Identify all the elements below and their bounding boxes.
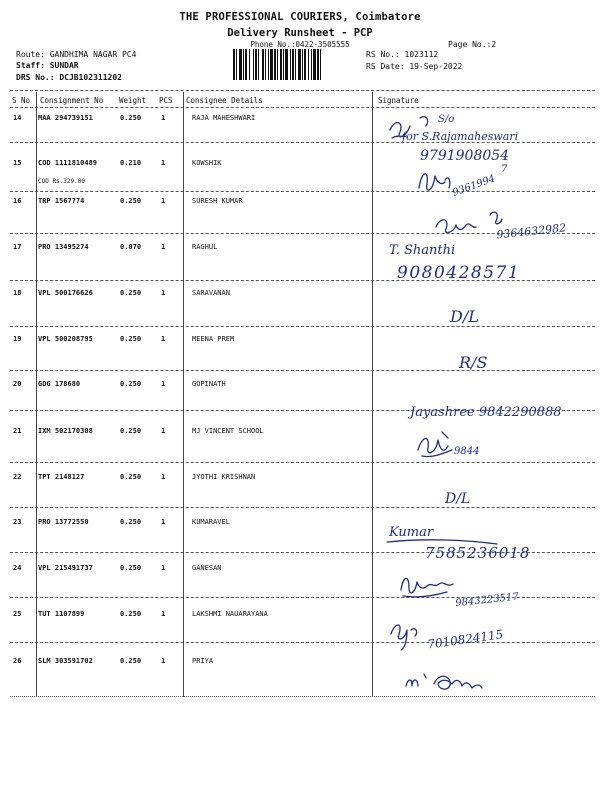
- barcode-bar: [304, 49, 306, 80]
- row-weight: 0.070: [120, 243, 142, 251]
- row-pcs: 1: [161, 610, 166, 618]
- barcode-bar: [277, 49, 278, 80]
- staff-label: Staff: SUNDAR: [16, 61, 79, 70]
- signature-row-23: [385, 518, 585, 570]
- barcode-bar: [313, 49, 316, 80]
- row-consignment-no: VPL 500208795: [38, 335, 93, 343]
- barcode-bar: [239, 49, 242, 80]
- row-pcs: 1: [161, 473, 166, 481]
- sig-phone-text: 7585236018: [425, 544, 531, 562]
- sig-extra-text: 7: [501, 164, 508, 175]
- row-consignee: LAKSHMI NAUARAYANA: [192, 610, 268, 618]
- row-consignee: PRIYA: [192, 657, 214, 665]
- barcode-bar: [245, 49, 247, 80]
- barcode-bar: [233, 49, 235, 80]
- barcode-bar: [292, 49, 294, 80]
- row-pcs: 1: [161, 114, 166, 122]
- barcode-bar: [298, 49, 301, 80]
- row-consignment-no: TPT 2148127: [38, 473, 85, 481]
- row-pcs: 1: [161, 159, 166, 167]
- signature-row-21: [412, 424, 532, 468]
- signature-row-22: [441, 483, 501, 517]
- barcode-bar: [317, 49, 319, 80]
- row-consignment-no: GDG 178680: [38, 380, 81, 388]
- sig-phone-text: 7010824115: [426, 627, 505, 652]
- drs-number: DRS No.: DCJB102311202: [16, 73, 122, 82]
- row-pcs: 1: [161, 243, 166, 251]
- sig-phone-text: 9080428571: [397, 263, 521, 283]
- signature-row-26: [400, 664, 530, 698]
- col-header-consignee: Consignee Details: [186, 96, 263, 105]
- route-label: Route: GANDHIMA NAGAR PC4: [16, 50, 137, 59]
- row-consignment-no: VPL 215491737: [38, 564, 93, 572]
- col-header-sno: S No: [12, 96, 31, 105]
- sig-for-text: for S.Rajamaheswari: [402, 130, 519, 143]
- row-sno: 22: [13, 473, 22, 481]
- row-sno: 16: [13, 197, 22, 205]
- company-title: THE PROFESSIONAL COURIERS, Coimbatore: [179, 11, 421, 23]
- sig-phone-text: 9844: [454, 446, 480, 457]
- row-sno: 14: [13, 114, 22, 122]
- col-divider: [36, 92, 37, 697]
- row-consignment-no: VPL 500176626: [38, 289, 93, 297]
- row-cod-note: COD Rs.329.00: [38, 178, 85, 185]
- row-sno: 19: [13, 335, 22, 343]
- row-consignment-no: PRO 13772550: [38, 518, 89, 526]
- row-consignment-no: MAA 294739151: [38, 114, 93, 122]
- col-header-pcs: PCS: [159, 96, 173, 105]
- barcode-bar: [311, 49, 312, 80]
- sig-phone-text: 9361994: [451, 173, 497, 199]
- row-pcs: 1: [161, 289, 166, 297]
- row-sno: 15: [13, 159, 22, 167]
- row-consignment-no: PRO 13495274: [38, 243, 89, 251]
- col-divider: [183, 92, 184, 697]
- row-pcs: 1: [161, 335, 166, 343]
- sig-phone-text: 9364632982: [495, 221, 567, 242]
- row-weight: 0.250: [120, 473, 142, 481]
- barcode-bar: [262, 49, 264, 80]
- row-consignment-no: COD 1111810489: [38, 159, 98, 167]
- row-sno: 26: [13, 657, 22, 665]
- row-consignment-no: SLM 303591702: [38, 657, 93, 665]
- sig-phone-text: 9843223517: [454, 591, 520, 610]
- row-pcs: 1: [161, 197, 166, 205]
- row-consignment-no: TUT 1107899: [38, 610, 85, 618]
- barcode-bar: [280, 49, 282, 80]
- row-weight: 0.210: [120, 159, 142, 167]
- barcode-bar: [236, 49, 237, 80]
- barcode-bar: [249, 49, 250, 80]
- row-sno: 25: [13, 610, 22, 618]
- row-weight: 0.250: [120, 197, 142, 205]
- rs-number: RS No.: 1023112: [366, 50, 439, 59]
- row-consignee: GOPINATH: [192, 380, 226, 388]
- row-separator: [10, 326, 595, 327]
- row-consignee: MEENA PREM: [192, 335, 235, 343]
- row-sno: 20: [13, 380, 22, 388]
- row-separator: [10, 507, 595, 508]
- page-number: Page No.:2: [448, 40, 497, 49]
- row-sno: 18: [13, 289, 22, 297]
- row-consignee: MJ VINCENT SCHOOL: [192, 427, 264, 435]
- row-consignee: SARAVANAN: [192, 289, 230, 297]
- col-header-weight: Weight: [119, 96, 147, 105]
- col-divider: [372, 92, 373, 697]
- barcode-bar: [243, 49, 244, 80]
- barcode-bar: [285, 49, 288, 80]
- barcode-bar: [320, 49, 321, 80]
- signature-row-25: [385, 612, 565, 661]
- barcode-bar: [283, 49, 284, 80]
- row-weight: 0.250: [120, 564, 142, 572]
- sig-dl-text: D/L: [450, 307, 479, 326]
- row-consignee: SURESH KUMAR: [192, 197, 243, 205]
- barcode-bar: [265, 49, 266, 80]
- signature-row-19: [455, 346, 515, 380]
- barcode-bar: [302, 49, 303, 80]
- col-header-signature: Signature: [378, 96, 419, 105]
- row-weight: 0.250: [120, 427, 142, 435]
- runsheet-subtitle: Delivery Runsheet - PCP: [227, 27, 373, 39]
- row-pcs: 1: [161, 657, 166, 665]
- row-pcs: 1: [161, 564, 166, 572]
- row-consignment-no: TRP 1567774: [38, 197, 85, 205]
- phone-number: Phone No.:0422-3505555: [250, 40, 350, 49]
- header-top-rule: [10, 90, 595, 91]
- barcode-bar: [270, 49, 273, 80]
- row-sno: 17: [13, 243, 22, 251]
- barcode-bar: [295, 49, 296, 80]
- row-consignee: KOWSHIK: [192, 159, 222, 167]
- row-weight: 0.250: [120, 518, 142, 526]
- row-pcs: 1: [161, 427, 166, 435]
- signature-row-15: [415, 160, 535, 204]
- barcode-bar: [255, 49, 257, 80]
- row-sno: 23: [13, 518, 22, 526]
- signature-row-18: [446, 300, 506, 334]
- row-consignee: RAJA MAHESHWARI: [192, 114, 256, 122]
- sig-rs-text: R/S: [459, 353, 488, 372]
- barcode-image: [232, 49, 354, 80]
- barcode-bar: [268, 49, 269, 80]
- row-sno: 24: [13, 564, 22, 572]
- sig-phone-text: 9791908054: [420, 148, 510, 164]
- signature-row-24: [395, 566, 575, 615]
- row-consignee: KUMARAVEL: [192, 518, 230, 526]
- row-weight: 0.250: [120, 657, 142, 665]
- row-consignee: RAGHUL: [192, 243, 218, 251]
- sig-name-text: T. Shanthi: [389, 243, 456, 258]
- sig-dl-text: D/L: [445, 491, 471, 507]
- row-weight: 0.250: [120, 380, 142, 388]
- row-sno: 21: [13, 427, 22, 435]
- barcode-bar: [253, 49, 254, 80]
- row-pcs: 1: [161, 380, 166, 388]
- row-weight: 0.250: [120, 289, 142, 297]
- sig-name-text: Kumar: [389, 525, 434, 540]
- barcode-bar: [274, 49, 276, 80]
- barcode-bar: [290, 49, 291, 80]
- row-consignee: GANESAN: [192, 564, 222, 572]
- row-weight: 0.250: [120, 335, 142, 343]
- col-header-consignment: Consignment No: [40, 96, 104, 105]
- row-weight: 0.250: [120, 114, 142, 122]
- row-weight: 0.250: [120, 610, 142, 618]
- barcode-bar: [258, 49, 259, 80]
- rs-date: RS Date: 19-Sep-2022: [366, 62, 463, 71]
- sig-so-text: S/o: [438, 114, 455, 125]
- sig-name-phone-text: Jayashree 9842290888: [410, 405, 562, 420]
- signature-row-17: [385, 236, 575, 290]
- row-consignment-no: IXM 502170308: [38, 427, 93, 435]
- row-pcs: 1: [161, 518, 166, 526]
- barcode-bar: [308, 49, 309, 80]
- row-consignee: JYOTHI KRISHNAN: [192, 473, 256, 481]
- header-bottom-rule: [10, 107, 595, 108]
